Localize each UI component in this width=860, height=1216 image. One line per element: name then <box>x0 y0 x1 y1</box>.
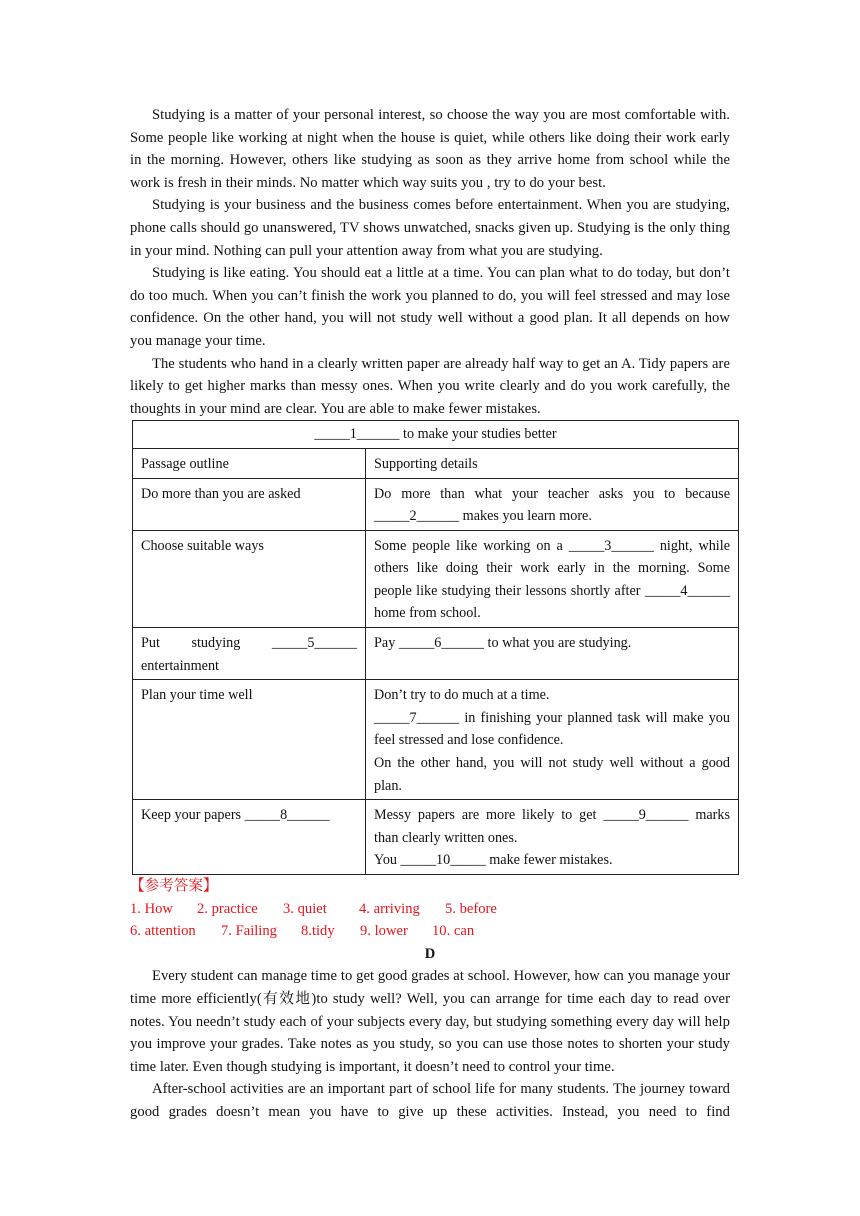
passage-c-paragraph-3: Studying is like eating. You should eat a little at a time. You can plan what to do today, but don’t do too much. When you can’t finish the work you planned to do, you will feel stressed and may lose confidence. On the other hand, you will not study well without a good plan. It all depends on how you manage your time. <box>130 265 730 349</box>
answer-item: 4. arriving <box>359 900 420 917</box>
answer-key-line-2 <box>130 920 730 943</box>
document-page <box>130 104 730 1124</box>
answer-item: 3. quiet <box>283 900 327 917</box>
details-cell <box>366 530 739 627</box>
table-row <box>133 530 739 627</box>
answer-item: 6. attention <box>130 923 196 940</box>
outline-cell: Keep your papers _____8______ <box>133 800 366 875</box>
table-row <box>133 478 739 530</box>
passage-d-paragraph-2: After-school activities are an important part of school life for many students. The journey toward good grades doesn’t mean you have to give up these activities. Instead, you need to find <box>130 1081 730 1120</box>
outline-line: Put studying _____5______ entertainment <box>141 635 357 674</box>
table-header-row <box>133 448 739 478</box>
table-row <box>133 800 739 875</box>
outline-cell: Choose suitable ways <box>133 530 366 627</box>
table-title: _____1______ to make your studies better <box>133 421 739 449</box>
answer-item: 2. practice <box>197 900 258 917</box>
header-supporting-details: Supporting details <box>366 448 739 478</box>
answer-item: 8.tidy <box>301 923 335 940</box>
details-cell <box>366 680 739 800</box>
answer-key-heading: 【参考答案】 <box>130 878 218 894</box>
details-line: Pay _____6______ to what you are studying. <box>374 635 632 652</box>
answer-item: 5. before <box>445 900 497 917</box>
outline-table <box>132 420 739 875</box>
answer-item: 9. lower <box>360 923 408 940</box>
outline-cell: Plan your time well <box>133 680 366 800</box>
passage-c-paragraph-2: Studying is your business and the business comes before entertainment. When you are studying, phone calls should go unanswered, TV shows unwatched, snacks given up. Studying is the only thing in your mind. Nothing can pull your attention away from what you are studying. <box>130 197 730 259</box>
details-cell <box>366 478 739 530</box>
details-line: _____7______ in finishing your planned task will make you feel stressed and lose confidence. <box>374 709 730 749</box>
passage-c-paragraph-4: The students who hand in a clearly written paper are already half way to get an A. Tidy papers are likely to get higher marks than messy ones. When you write clearly and do you work carefully, the thoughts in your mind are clear. You are able to make fewer mistakes. <box>130 355 730 417</box>
section-letter-d: D <box>424 945 436 962</box>
outline-cell <box>133 628 366 680</box>
table-row <box>133 628 739 680</box>
answer-item: 10. can <box>432 923 475 940</box>
details-line: You _____10_____ make fewer mistakes. <box>374 852 613 869</box>
passage-d-paragraph-1: Every student can manage time to get good grades at school. However, how can you manage your time more efficiently(有效地)to study well? Well, you can arrange for time each day to read over notes. You needn’t study each of your subjects every day, but studying something every day will help you improve your grades. Take notes as you study, so you can use those notes to shorten your study time later. Even though studying is important, it doesn’t need to control your time. <box>130 968 730 1075</box>
answer-item: 1. How <box>130 900 173 917</box>
passage-c-paragraph-1: Studying is a matter of your personal interest, so choose the way you are most comfortable with. Some people like working at night when the house is quiet, while others like doing their work early in the morning. However, others like studying as soon as they arrive home from school while the work is fresh in their minds. No matter which way suits you , try to do your best. <box>130 107 730 191</box>
answer-item: 7. Failing <box>221 923 277 940</box>
table-row <box>133 680 739 800</box>
details-line: Some people like working on a _____3______ night, while others like doing their work early in the morning. Some people like studying their lessons shortly after _____4______ home from school. <box>374 537 730 622</box>
table-title-row <box>133 421 739 449</box>
details-cell <box>366 800 739 875</box>
details-line: Messy papers are more likely to get _____9______ marks than clearly written ones. <box>374 807 730 846</box>
header-passage-outline: Passage outline <box>133 448 366 478</box>
answer-key-line-1 <box>130 898 730 921</box>
outline-cell: Do more than you are asked <box>133 478 366 530</box>
details-cell <box>366 628 739 680</box>
details-line: On the other hand, you will not study well without a good plan. <box>374 755 730 794</box>
details-line: Don’t try to do much at a time. <box>374 687 550 704</box>
details-line: Do more than what your teacher asks you to because _____2______ makes you learn more. <box>374 485 730 525</box>
